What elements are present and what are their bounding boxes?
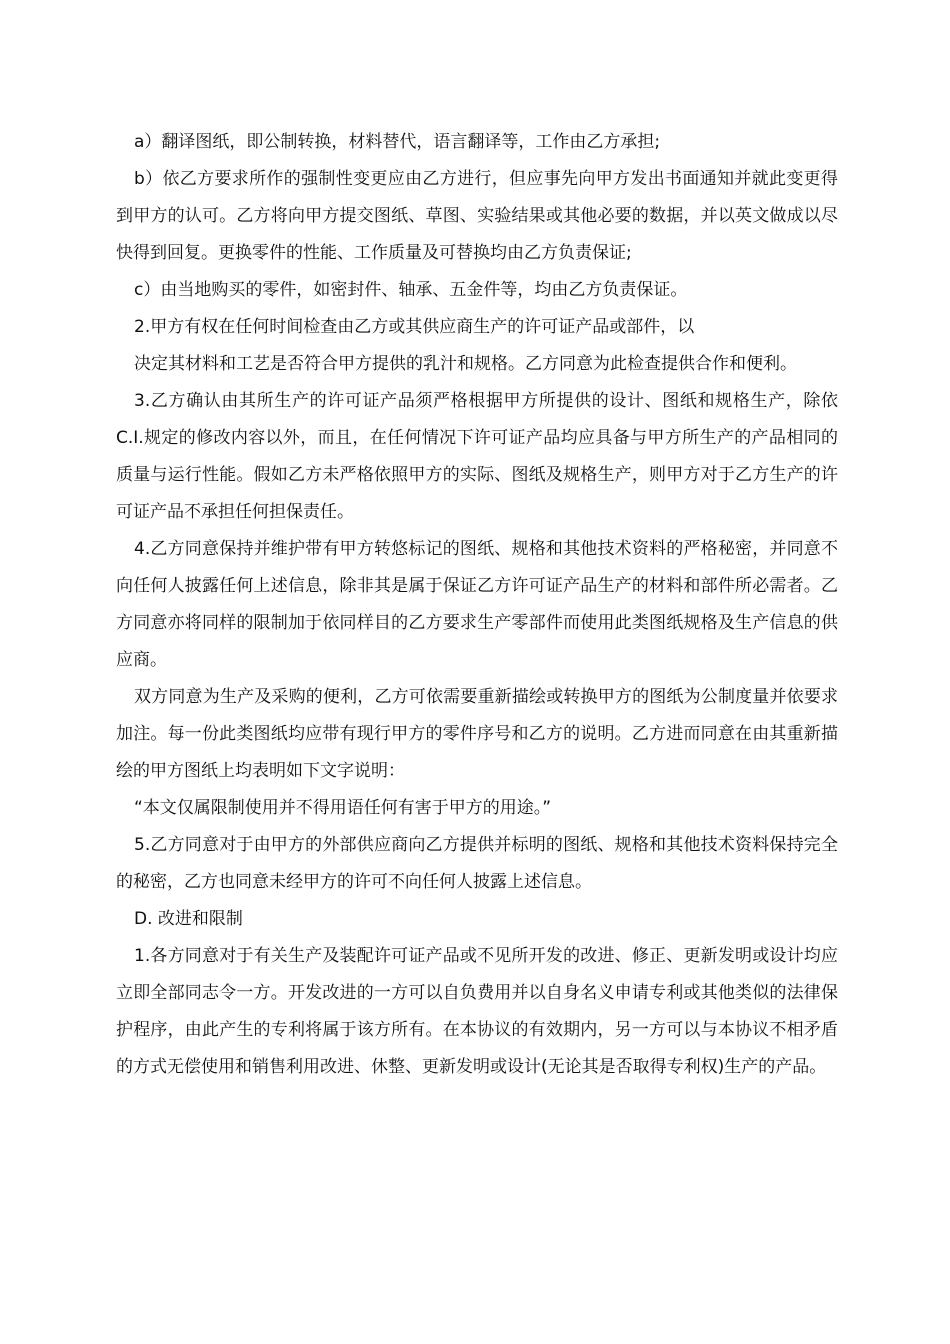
- section-heading-d: D. 改进和限制: [134, 909, 243, 929]
- paragraph-5-supplier-confidentiality: 5.乙方同意对于由甲方的外部供应商向乙方提供并标明的图纸、规格和其他技术资料保持完全的秘密，乙方也同意未经甲方的许可不向任何人披露上述信息。: [116, 835, 838, 892]
- document-body: [116, 124, 838, 1086]
- paragraph-2-continuation: 决定其材料和工艺是否符合甲方提供的乳汁和规格。乙方同意为此检查提供合作和便利。: [134, 354, 797, 374]
- paragraph-drawing-conversion: 双方同意为生产及采购的便利，乙方可依需要重新描绘或转换甲方的图纸为公制度量并依要求加注。每一份此类图纸均应带有现行甲方的零件序号和乙方的说明。乙方进而同意在由其重新描绘的甲方图纸上均表明如下文字说明：: [116, 687, 838, 781]
- paragraph-4-confidentiality: 4.乙方同意保持并维护带有甲方转悠标记的图纸、规格和其他技术资料的严格秘密，并同意不向任何人披露任何上述信息，除非其是属于保证乙方许可证产品生产的材料和部件所必需者。乙方同意亦将同样的限制加于依同样目的乙方要求生产零部件而使用此类图纸规格及生产信息的供应商。: [116, 539, 838, 670]
- paragraph-a-translation: a）翻译图纸，即公制转换，材料替代，语言翻译等，工作由乙方承担;: [134, 132, 661, 152]
- paragraph-d1-improvements: 1.各方同意对于有关生产及装配许可证产品或不见所开发的改进、修正、更新发明或设计均应立即全部同志令一方。开发改进的一方可以自负费用并以自身名义申请专利或其他类似的法律保护程序，由此产生的专利将属于该方所有。在本协议的有效期内，另一方可以与本协议不相矛盾的方式无偿使用和销售利用改进、休整、更新发明或设计(无论其是否取得专利权)生产的产品。: [116, 946, 838, 1077]
- paragraph-quoted-notice: “本文仅属限制使用并不得用语任何有害于甲方的用途。”: [134, 798, 552, 818]
- paragraph-b-mandatory-changes: b）依乙方要求所作的强制性变更应由乙方进行，但应事先向甲方发出书面通知并就此变更得到甲方的认可。乙方将向甲方提交图纸、草图、实验结果或其他必要的数据，并以英文做成以尽快得到回复。更换零件的性能、工作质量及可替换均由乙方负责保证;: [116, 169, 838, 263]
- paragraph-c-local-parts: c）由当地购买的零件，如密封件、轴承、五金件等，均由乙方负责保证。: [134, 280, 688, 300]
- paragraph-3-manufacturing-standard: 3.乙方确认由其所生产的许可证产品须严格根据甲方所提供的设计、图纸和规格生产，除依C.I.规定的修改内容以外，而且，在任何情况下许可证产品均应具备与甲方所生产的产品相同的质量与运行性能。假如乙方未严格依照甲方的实际、图纸及规格生产，则甲方对于乙方生产的许可证产品不承担任何担保责任。: [116, 391, 838, 522]
- paragraph-2-inspection-right: 2.甲方有权在任何时间检查由乙方或其供应商生产的许可证产品或部件，以: [134, 317, 695, 337]
